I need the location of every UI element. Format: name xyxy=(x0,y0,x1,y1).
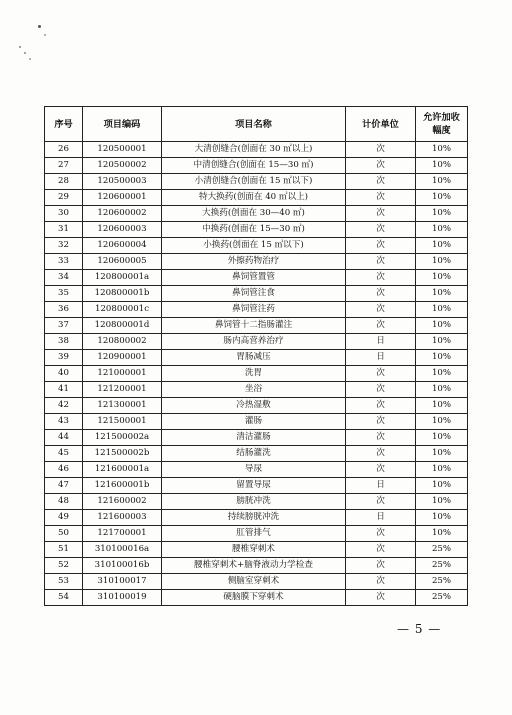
cell-seq: 37 xyxy=(45,318,83,334)
header-unit: 计价单位 xyxy=(346,107,416,142)
table-header-row xyxy=(45,107,468,142)
table-row xyxy=(45,158,468,174)
cell-code: 121600003 xyxy=(83,510,162,526)
cell-unit: 次 xyxy=(346,462,416,478)
cell-name: 腰椎穿刺术 xyxy=(162,542,346,558)
cell-unit: 次 xyxy=(346,558,416,574)
cell-name: 大换药(创面在 30—40 ㎡) xyxy=(162,206,346,222)
cell-name: 腰椎穿刺术+脑脊液动力学检查 xyxy=(162,558,346,574)
cell-seq: 33 xyxy=(45,254,83,270)
scan-speck xyxy=(38,25,41,28)
cell-unit: 次 xyxy=(346,206,416,222)
cell-code: 120600005 xyxy=(83,254,162,270)
scan-speck xyxy=(24,52,26,54)
cell-range: 10% xyxy=(416,254,468,270)
header-range: 允许加收幅度 xyxy=(416,107,468,142)
cell-code: 121700001 xyxy=(83,526,162,542)
cell-unit: 次 xyxy=(346,254,416,270)
table-row xyxy=(45,334,468,350)
cell-seq: 48 xyxy=(45,494,83,510)
cell-unit: 次 xyxy=(346,398,416,414)
table-row xyxy=(45,478,468,494)
cell-seq: 42 xyxy=(45,398,83,414)
cell-code: 121600001b xyxy=(83,478,162,494)
cell-seq: 36 xyxy=(45,302,83,318)
cell-code: 121500001 xyxy=(83,414,162,430)
cell-seq: 43 xyxy=(45,414,83,430)
cell-code: 120800001b xyxy=(83,286,162,302)
cell-seq: 28 xyxy=(45,174,83,190)
cell-unit: 次 xyxy=(346,318,416,334)
cell-range: 10% xyxy=(416,414,468,430)
cell-code: 310100016b xyxy=(83,558,162,574)
cell-name: 中换药(创面在 15—30 ㎡) xyxy=(162,222,346,238)
cell-seq: 46 xyxy=(45,462,83,478)
table-row xyxy=(45,174,468,190)
cell-range: 25% xyxy=(416,542,468,558)
cell-name: 结肠灌洗 xyxy=(162,446,346,462)
cell-code: 310100017 xyxy=(83,574,162,590)
cell-seq: 41 xyxy=(45,382,83,398)
cell-name: 导尿 xyxy=(162,462,346,478)
table-row xyxy=(45,414,468,430)
cell-name: 膀胱冲洗 xyxy=(162,494,346,510)
cell-name: 持续膀胱冲洗 xyxy=(162,510,346,526)
cell-range: 10% xyxy=(416,286,468,302)
cell-name: 坐浴 xyxy=(162,382,346,398)
table-row xyxy=(45,286,468,302)
cell-unit: 次 xyxy=(346,222,416,238)
cell-seq: 49 xyxy=(45,510,83,526)
table-row xyxy=(45,206,468,222)
scan-speck xyxy=(29,58,31,60)
cell-code: 121300001 xyxy=(83,398,162,414)
cell-seq: 39 xyxy=(45,350,83,366)
cell-seq: 29 xyxy=(45,190,83,206)
cell-name: 鼻饲管置管 xyxy=(162,270,346,286)
cell-range: 10% xyxy=(416,158,468,174)
cell-range: 10% xyxy=(416,190,468,206)
cell-unit: 次 xyxy=(346,382,416,398)
cell-range: 25% xyxy=(416,574,468,590)
cell-range: 10% xyxy=(416,350,468,366)
cell-unit: 日 xyxy=(346,478,416,494)
cell-name: 大清创缝合(创面在 30 ㎡以上) xyxy=(162,142,346,158)
table-row xyxy=(45,462,468,478)
table-row xyxy=(45,590,468,606)
cell-code: 120500003 xyxy=(83,174,162,190)
table-row xyxy=(45,542,468,558)
cell-range: 10% xyxy=(416,478,468,494)
table-row xyxy=(45,574,468,590)
cell-seq: 34 xyxy=(45,270,83,286)
cell-code: 121200001 xyxy=(83,382,162,398)
cell-seq: 51 xyxy=(45,542,83,558)
cell-name: 肠内高营养治疗 xyxy=(162,334,346,350)
header-seq: 序号 xyxy=(45,107,83,142)
cell-unit: 次 xyxy=(346,286,416,302)
cell-seq: 53 xyxy=(45,574,83,590)
cell-range: 10% xyxy=(416,174,468,190)
table-row xyxy=(45,238,468,254)
cell-range: 10% xyxy=(416,318,468,334)
cell-unit: 次 xyxy=(346,446,416,462)
table-row xyxy=(45,302,468,318)
cell-unit: 次 xyxy=(346,366,416,382)
cell-range: 10% xyxy=(416,222,468,238)
cell-unit: 次 xyxy=(346,414,416,430)
cell-unit: 次 xyxy=(346,590,416,606)
cell-seq: 44 xyxy=(45,430,83,446)
cell-range: 10% xyxy=(416,302,468,318)
cell-range: 10% xyxy=(416,142,468,158)
cell-unit: 次 xyxy=(346,494,416,510)
cell-seq: 45 xyxy=(45,446,83,462)
table-row xyxy=(45,494,468,510)
cell-range: 10% xyxy=(416,270,468,286)
cell-code: 120800001a xyxy=(83,270,162,286)
cell-code: 310100019 xyxy=(83,590,162,606)
table-row xyxy=(45,190,468,206)
cell-unit: 日 xyxy=(346,334,416,350)
cell-seq: 40 xyxy=(45,366,83,382)
cell-name: 清洁灌肠 xyxy=(162,430,346,446)
fee-table xyxy=(44,106,468,606)
cell-name: 小换药(创面在 15 ㎡以下) xyxy=(162,238,346,254)
cell-range: 10% xyxy=(416,446,468,462)
cell-unit: 次 xyxy=(346,574,416,590)
cell-name: 侧脑室穿刺术 xyxy=(162,574,346,590)
cell-range: 10% xyxy=(416,206,468,222)
cell-code: 120600002 xyxy=(83,206,162,222)
cell-code: 120600004 xyxy=(83,238,162,254)
cell-seq: 32 xyxy=(45,238,83,254)
cell-unit: 次 xyxy=(346,190,416,206)
table-row xyxy=(45,318,468,334)
cell-unit: 次 xyxy=(346,542,416,558)
table-row xyxy=(45,142,468,158)
table-row xyxy=(45,446,468,462)
cell-unit: 次 xyxy=(346,430,416,446)
cell-seq: 35 xyxy=(45,286,83,302)
table-row xyxy=(45,430,468,446)
table-row xyxy=(45,526,468,542)
table-row xyxy=(45,270,468,286)
cell-name: 洗胃 xyxy=(162,366,346,382)
cell-code: 120800002 xyxy=(83,334,162,350)
cell-seq: 30 xyxy=(45,206,83,222)
cell-seq: 47 xyxy=(45,478,83,494)
cell-code: 121600001a xyxy=(83,462,162,478)
cell-name: 中清创缝合(创面在 15—30 ㎡) xyxy=(162,158,346,174)
scan-speck xyxy=(44,34,46,36)
cell-unit: 次 xyxy=(346,238,416,254)
cell-code: 120600001 xyxy=(83,190,162,206)
cell-unit: 次 xyxy=(346,302,416,318)
cell-range: 25% xyxy=(416,558,468,574)
cell-code: 121500002a xyxy=(83,430,162,446)
cell-unit: 次 xyxy=(346,142,416,158)
table-row xyxy=(45,558,468,574)
cell-code: 120800001c xyxy=(83,302,162,318)
cell-name: 特大换药(创面在 40 ㎡以上) xyxy=(162,190,346,206)
cell-name: 冷热湿敷 xyxy=(162,398,346,414)
table-row xyxy=(45,382,468,398)
cell-seq: 50 xyxy=(45,526,83,542)
cell-unit: 次 xyxy=(346,158,416,174)
cell-range: 10% xyxy=(416,366,468,382)
cell-code: 310100016a xyxy=(83,542,162,558)
cell-code: 121000001 xyxy=(83,366,162,382)
header-code: 项目编码 xyxy=(83,107,162,142)
scan-speck xyxy=(19,46,21,48)
cell-range: 10% xyxy=(416,334,468,350)
cell-name: 胃肠减压 xyxy=(162,350,346,366)
cell-name: 鼻饲管注食 xyxy=(162,286,346,302)
cell-code: 120900001 xyxy=(83,350,162,366)
cell-seq: 52 xyxy=(45,558,83,574)
cell-range: 10% xyxy=(416,238,468,254)
cell-name: 小清创缝合(创面在 15 ㎡以下) xyxy=(162,174,346,190)
table-row xyxy=(45,366,468,382)
cell-code: 120500002 xyxy=(83,158,162,174)
cell-code: 120600003 xyxy=(83,222,162,238)
cell-name: 外擦药物治疗 xyxy=(162,254,346,270)
table-row xyxy=(45,398,468,414)
table-row xyxy=(45,222,468,238)
cell-unit: 次 xyxy=(346,526,416,542)
cell-range: 10% xyxy=(416,430,468,446)
cell-name: 鼻饲管注药 xyxy=(162,302,346,318)
table-body xyxy=(45,142,468,606)
cell-name: 鼻饲管十二指肠灌注 xyxy=(162,318,346,334)
cell-code: 120800001d xyxy=(83,318,162,334)
cell-range: 10% xyxy=(416,462,468,478)
cell-name: 肛管排气 xyxy=(162,526,346,542)
cell-range: 10% xyxy=(416,382,468,398)
cell-seq: 54 xyxy=(45,590,83,606)
cell-range: 10% xyxy=(416,526,468,542)
cell-seq: 38 xyxy=(45,334,83,350)
cell-unit: 日 xyxy=(346,510,416,526)
cell-code: 121500002b xyxy=(83,446,162,462)
cell-seq: 26 xyxy=(45,142,83,158)
cell-range: 10% xyxy=(416,510,468,526)
cell-unit: 次 xyxy=(346,270,416,286)
table-row xyxy=(45,254,468,270)
cell-name: 硬脑膜下穿刺术 xyxy=(162,590,346,606)
cell-range: 25% xyxy=(416,590,468,606)
cell-name: 留置导尿 xyxy=(162,478,346,494)
table-row xyxy=(45,350,468,366)
page-number: — 5 — xyxy=(397,622,442,636)
cell-range: 10% xyxy=(416,494,468,510)
cell-unit: 次 xyxy=(346,174,416,190)
table-row xyxy=(45,510,468,526)
cell-seq: 27 xyxy=(45,158,83,174)
cell-unit: 日 xyxy=(346,350,416,366)
cell-range: 10% xyxy=(416,398,468,414)
cell-code: 120500001 xyxy=(83,142,162,158)
cell-code: 121600002 xyxy=(83,494,162,510)
header-name: 项目名称 xyxy=(162,107,346,142)
cell-name: 灌肠 xyxy=(162,414,346,430)
cell-seq: 31 xyxy=(45,222,83,238)
